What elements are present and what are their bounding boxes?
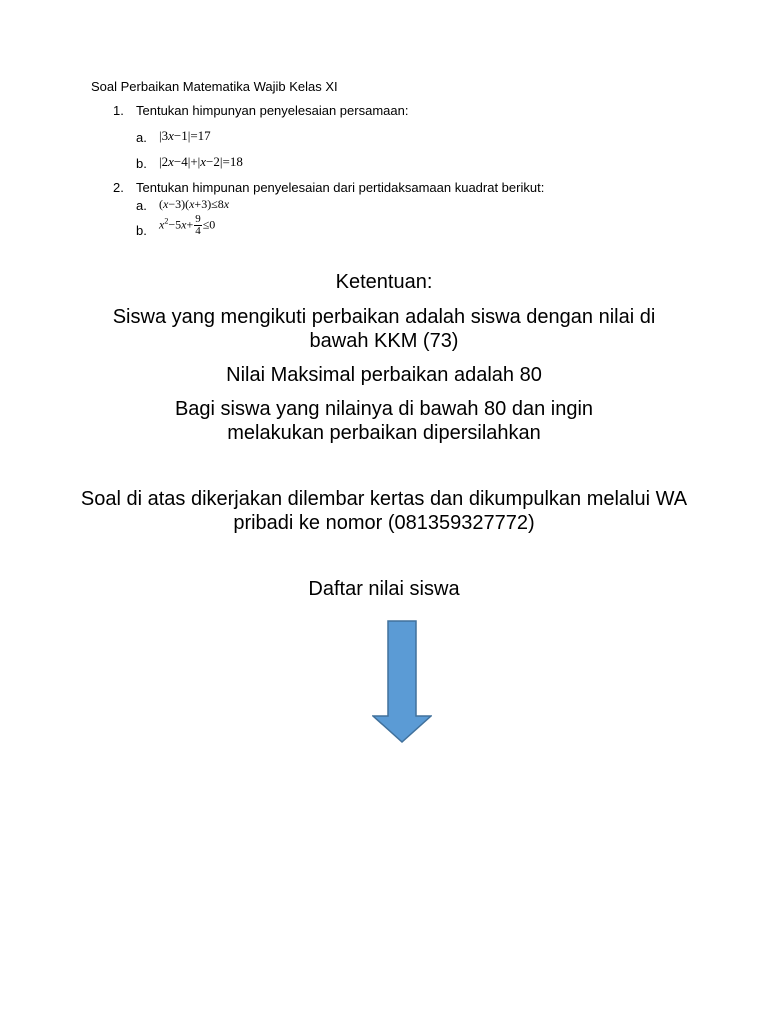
question-1b-expression: |2x−4|+|x−2|=18 (159, 154, 243, 169)
rule-below-80: Bagi siswa yang nilainya di bawah 80 dan ingin melakukan perbaikan dipersilahkan (174, 398, 594, 444)
rules-heading: Ketentuan: (335, 271, 433, 293)
question-2-text: Tentukan himpunan penyelesaian dari pertidaksamaan kuadrat berikut: (136, 180, 545, 195)
document-title: Soal Perbaikan Matematika Wajib Kelas XI (91, 79, 338, 94)
student-score-list-label: Daftar nilai siswa (308, 578, 460, 600)
question-1b-label: b. (136, 156, 147, 171)
question-2a-expression: (x−3)(x+3)≤8x (159, 197, 230, 211)
question-1-text: Tentukan himpunyan penyelesaian persamaan: (136, 103, 409, 118)
question-1-number: 1. (113, 103, 124, 118)
arrow-down-icon (372, 620, 432, 744)
question-2b-expression: $x^2-5x+$ $\frac{9}{4}$ ≤0 (159, 213, 216, 237)
question-2b-label: b. (136, 223, 147, 238)
question-2-number: 2. (113, 180, 124, 195)
question-1a-label: a. (136, 130, 147, 145)
rule-max-score: Nilai Maksimal perbaikan adalah 80 (226, 364, 542, 386)
question-2a-label: a. (136, 198, 147, 213)
rule-kkm: Siswa yang mengikuti perbaikan adalah siswa dengan nilai di bawah KKM (73) (112, 306, 656, 352)
question-1a-expression: |3x−1|=17 (159, 128, 211, 143)
rule-submission: Soal di atas dikerjakan dilembar kertas dan dikumpulkan melalui WA pribadi ke nomor (081359327772) (80, 488, 688, 534)
